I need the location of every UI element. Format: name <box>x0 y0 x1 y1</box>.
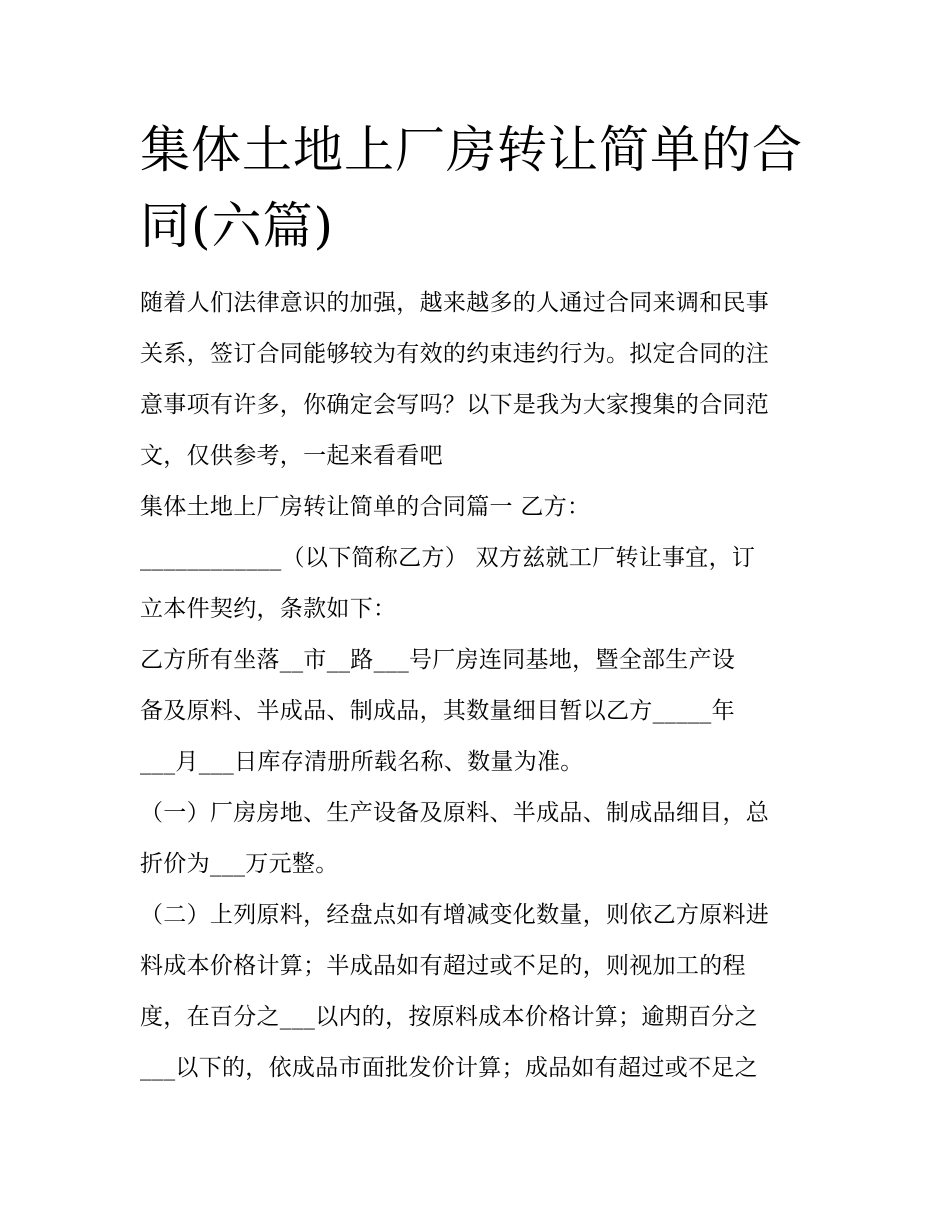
clause-line: 折价为___万元整。 <box>140 851 339 877</box>
document-body <box>140 278 820 1094</box>
title-line: 同(六篇) <box>140 197 335 255</box>
intro-line-4: 文，仅供参考，一起来看看吧 <box>140 443 443 469</box>
clause-line: ___以下的，依成品市面批发价计算；成品如有超过或不足之 <box>140 1055 758 1081</box>
section-heading: 集体土地上厂房转让简单的合同篇一 乙方： <box>140 494 591 520</box>
document-title <box>140 112 820 264</box>
contract-line: ____________（以下简称乙方） 双方兹就工厂转让事宜，订 <box>140 545 756 571</box>
contract-line: 乙方所有坐落__市__路___号厂房连同基地，暨全部生产设 <box>140 647 736 673</box>
contract-line: 备及原料、半成品、制成品，其数量细目暂以乙方_____年 <box>140 698 735 724</box>
intro-line-1: 随着人们法律意识的加强，越来越多的人通过合同来调和民事 <box>140 290 770 316</box>
contract-line: 立本件契约，条款如下： <box>140 596 397 622</box>
clause-line: 料成本价格计算；半成品如有超过或不足的，则视加工的程 <box>140 953 746 979</box>
intro-line-2: 关系，签订合同能够较为有效的约束违约行为。拟定合同的注 <box>140 341 770 367</box>
clause-line: （一）厂房房地、生产设备及原料、半成品、制成品细目，总 <box>140 800 770 826</box>
intro-line-3: 意事项有许多，你确定会写吗？以下是我为大家搜集的合同范 <box>140 392 770 418</box>
title-line: 集体土地上厂房转让简单的合 <box>140 121 803 179</box>
contract-line: ___月___日库存清册所载名称、数量为准。 <box>140 749 584 775</box>
clause-line: （二）上列原料，经盘点如有增减变化数量，则依乙方原料进 <box>140 902 770 928</box>
clause-line: 度，在百分之___以内的，按原料成本价格计算；逾期百分之 <box>140 1004 758 1030</box>
